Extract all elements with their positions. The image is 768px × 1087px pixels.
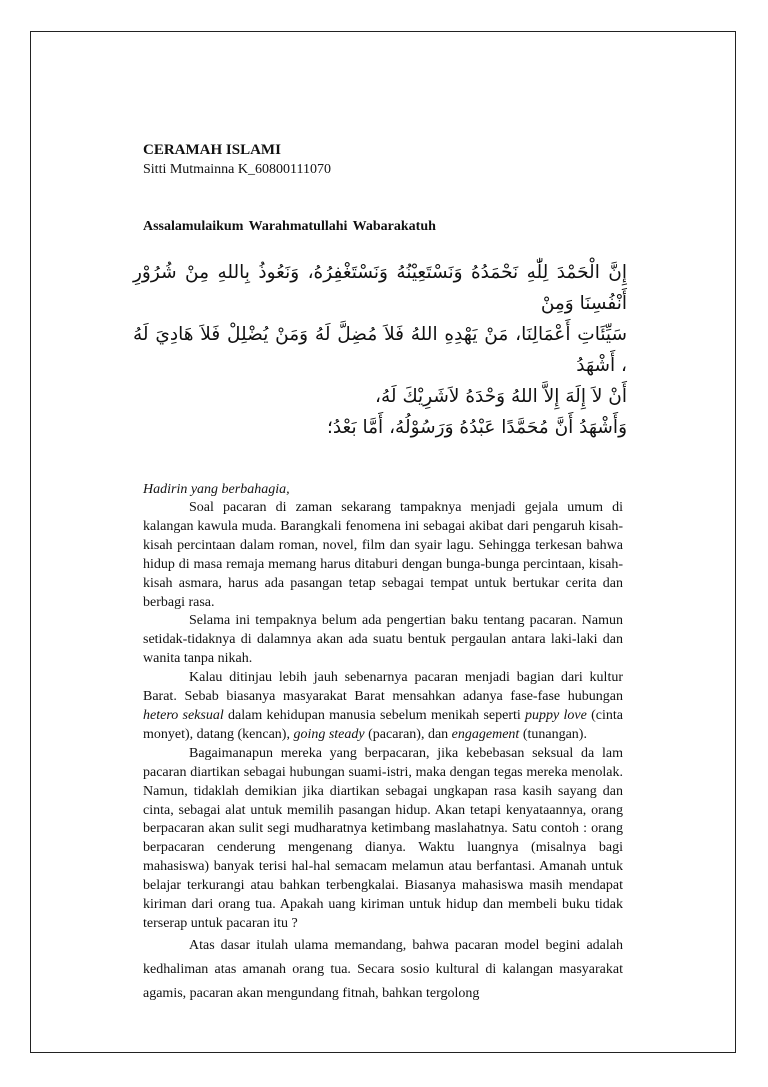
text-run: Kalau ditinjau lebih jauh sebenarnya pacaran menjadi bagian dari kultur Barat. Sebab biasanya masyarakat Barat mensahkan adanya fase-fase hubungan: [143, 670, 623, 705]
arabic-line: إِنَّ الْحَمْدَ لِلّٰهِ نَحْمَدُهُ وَنَسْتَعِيْنُهُ وَنَسْتَغْفِرُهُ، وَنَعُوذُ بِاللهِ مِنْ شُرُوْرِ أَنْفُسِنَا وَمِنْ: [133, 262, 627, 314]
text-run: (pacaran), dan: [364, 726, 452, 742]
document-body: [133, 140, 627, 1006]
italic-term: going steady: [293, 726, 365, 742]
arabic-line: سَيِّئَاتِ أَعْمَالِنَا، مَنْ يَهْدِهِ اللهُ فَلاَ مُضِلَّ لَهُ وَمَنْ يُضْلِلْ فَلاَ هَادِيَ لَهُ ، أَشْهَدُ: [133, 324, 627, 376]
arabic-line: أَنْ لاَ إِلَهَ إِلاَّ اللهُ وَحْدَهُ لاَشَرِيْكَ لَهُ،: [375, 386, 627, 407]
paragraph-3: [143, 669, 623, 745]
author-line: Sitti Mutmainna K_60800111070: [143, 162, 331, 177]
italic-term: hetero seksual: [143, 707, 224, 723]
greeting: Hadirin yang berbahagia,: [143, 482, 290, 497]
text-run: dalam kehidupan manusia sebelum menikah seperti: [223, 707, 526, 723]
salam-opening: Assalamulaikum Warahmatullahi Wabarakatuh: [143, 219, 436, 234]
paragraph-2: Selama ini tempaknya belum ada pengertian baku tentang pacaran. Namun setidak-tidaknya di dalamnya akan ada suatu bentuk pergaulan antara laki-laki dan wanita tanpa nikah.: [143, 613, 623, 667]
paragraph-4: Bagaimanapun mereka yang berpacaran, jika kebebasan seksual da lam pacaran diartikan sebagai hubungan suami-istri, maka dengan tegas mereka menolak. Namun, tidaklah demikian jika diartikan sebagai ungkapan rasa kasih sayang dan cinta, sebagai alat untuk memilih pasangan hidup. Akan tetapi kenyataannya, orang berpacaran akan sulit segi mudharatnya ketimbang maslahatnya. Satu contoh : orang berpacaran cenderung mengenang dianya. Waktu luangnya (misalnya bagi mahasiswa) banyak terisi hal-hal semacam melamun atau berfantasi. Amanah untuk belajar terkurangi atau bahkan terbengkalai. Biasanya mahasiswa masih mendapat kiriman dari orang tua. Apakah uang kiriman untuk hidup dan membeli buku tidak terserap untuk pacaran itu ?: [143, 745, 623, 931]
arabic-khutbah: [133, 257, 627, 443]
text-run: (cinta monyet), datang (kencan),: [143, 707, 624, 742]
italic-term: engagement: [451, 726, 520, 742]
paragraph-1: Soal pacaran di zaman sekarang tampaknya menjadi gejala umum di kalangan kawula muda. Barangkali fenomena ini sebagai akibat dari pengaruh kisah-kisah percintaan dalam roman, novel, film dan syair lagu. Sehingga terkesan bahwa hidup di masa remaja memang harus ditaburi dengan bunga-bunga percintaan, kisah-kisah asmara, harus ada pasangan tetap sebagai tempat untuk bertukar cerita dan berbagi rasa.: [143, 500, 623, 610]
document-title: CERAMAH ISLAMI: [143, 142, 281, 158]
italic-term: puppy love: [525, 707, 587, 723]
paragraph-5: Atas dasar itulah ulama memandang, bahwa pacaran model begini adalah kedhaliman atas amanah orang tua. Secara sosio kultural di kalangan masyarakat agamis, pacaran akan mengundang fitnah, bahkan tergolong: [143, 937, 623, 1001]
arabic-line: وَأَشْهَدُ أَنَّ مُحَمَّدًا عَبْدُهُ وَرَسُوْلُهُ، أَمَّا بَعْدُ؛: [326, 417, 627, 438]
text-run: (tunangan).: [519, 726, 587, 742]
